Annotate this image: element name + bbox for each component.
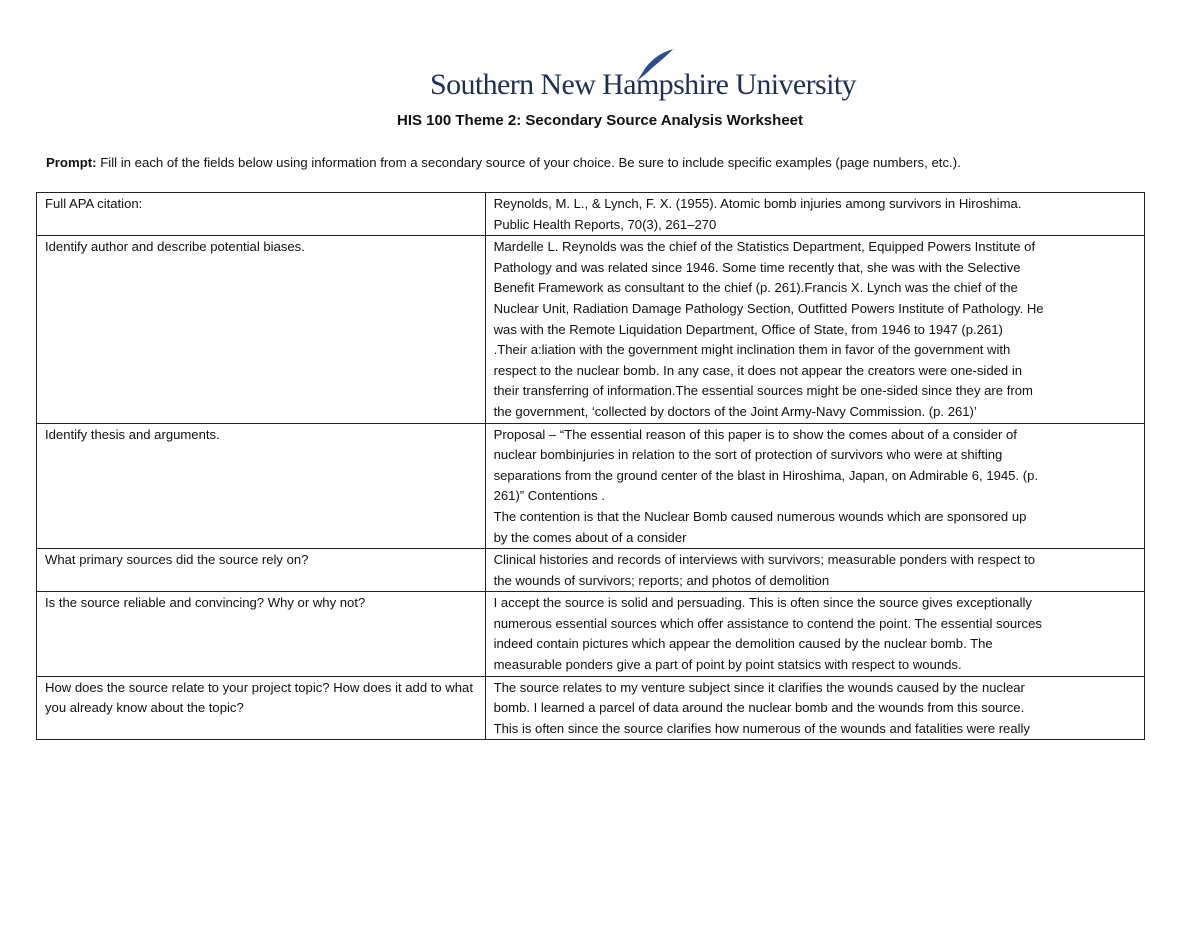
answer-cell[interactable]: The source relates to my venture subject since it clarifies the wounds caused by the nuclear bomb. I learned a parcel of data around the nuclear bomb and the wounds from this source. This is often since the source clarifies how numerous of the wounds and fatalities were really xyxy=(485,676,1144,740)
prompt xyxy=(46,155,1166,170)
table-row xyxy=(37,423,1145,549)
table-row xyxy=(37,592,1145,676)
question-cell: Is the source reliable and convincing? Why or why not? xyxy=(37,592,486,676)
worksheet-table xyxy=(36,192,1145,740)
answer-cell[interactable]: Reynolds, M. L., & Lynch, F. X. (1955). Atomic bomb injuries among survivors in Hiroshima. Public Health Reports, 70(3), 261–270 xyxy=(485,193,1144,236)
prompt-text: Fill in each of the fields below using information from a secondary source of your choice. Be sure to include specific examples (page numbers, etc.). xyxy=(96,155,961,170)
question-cell: How does the source relate to your project topic? How does it add to what you already know about the topic? xyxy=(37,676,486,740)
answer-cell[interactable]: Clinical histories and records of interviews with survivors; measurable ponders with respect to the wounds of survivors; reports; and photos of demolition xyxy=(485,549,1144,592)
question-cell: What primary sources did the source rely on? xyxy=(37,549,486,592)
table-row xyxy=(37,549,1145,592)
question-cell: Identify thesis and arguments. xyxy=(37,423,486,549)
table-row xyxy=(37,236,1145,423)
table-row xyxy=(37,193,1145,236)
question-cell: Identify author and describe potential biases. xyxy=(37,236,486,423)
worksheet-title: HIS 100 Theme 2: Secondary Source Analysis Worksheet xyxy=(397,112,803,129)
table-row xyxy=(37,676,1145,740)
answer-cell[interactable]: Mardelle L. Reynolds was the chief of the Statistics Department, Equipped Powers Institute of Pathology and was related since 1946. Some time recently that, she was with the Selective Benefit Framework as consultant to the chief (p. 261).Francis X. Lynch was the chief of the Nuclear Unit, Radiation Damage Pathology Section, Outfitted Powers Institute of Pathology. He was with the Remote Liquidation Department, Office of State, from 1946 to 1947 (p.261) .Their a:liation with the government might inclination them in favor of the government with respect to the nuclear bomb. In any case, it does not appear the creators were one-sided in their transferring of information.The essential sources might be one-sided since they are from the government, ‘collected by doctors of the Joint Army-Navy Commission. (p. 261)’ xyxy=(485,236,1144,423)
prompt-label: Prompt: xyxy=(46,155,97,170)
question-cell: Full APA citation: xyxy=(37,193,486,236)
university-logo xyxy=(430,48,856,108)
logo-wordmark: Southern New Hampshire University xyxy=(430,68,856,101)
answer-cell[interactable]: Proposal – “The essential reason of this paper is to show the comes about of a consider of nuclear bombinjuries in relation to the sort of protection of survivors who were at shifting separations from the ground center of the blast in Hiroshima, Japan, on Admirable 6, 1945. (p. 261)” Contentions . The contention is that the Nuclear Bomb caused numerous wounds which are sponsored up by the comes about of a consider xyxy=(485,423,1144,549)
answer-cell[interactable]: I accept the source is solid and persuading. This is often since the source gives exceptionally numerous essential sources which offer assistance to contend the point. The essential sources indeed contain pictures which appear the demolition caused by the nuclear bomb. The measurable ponders give a part of point by point statsics with respect to wounds. xyxy=(485,592,1144,676)
